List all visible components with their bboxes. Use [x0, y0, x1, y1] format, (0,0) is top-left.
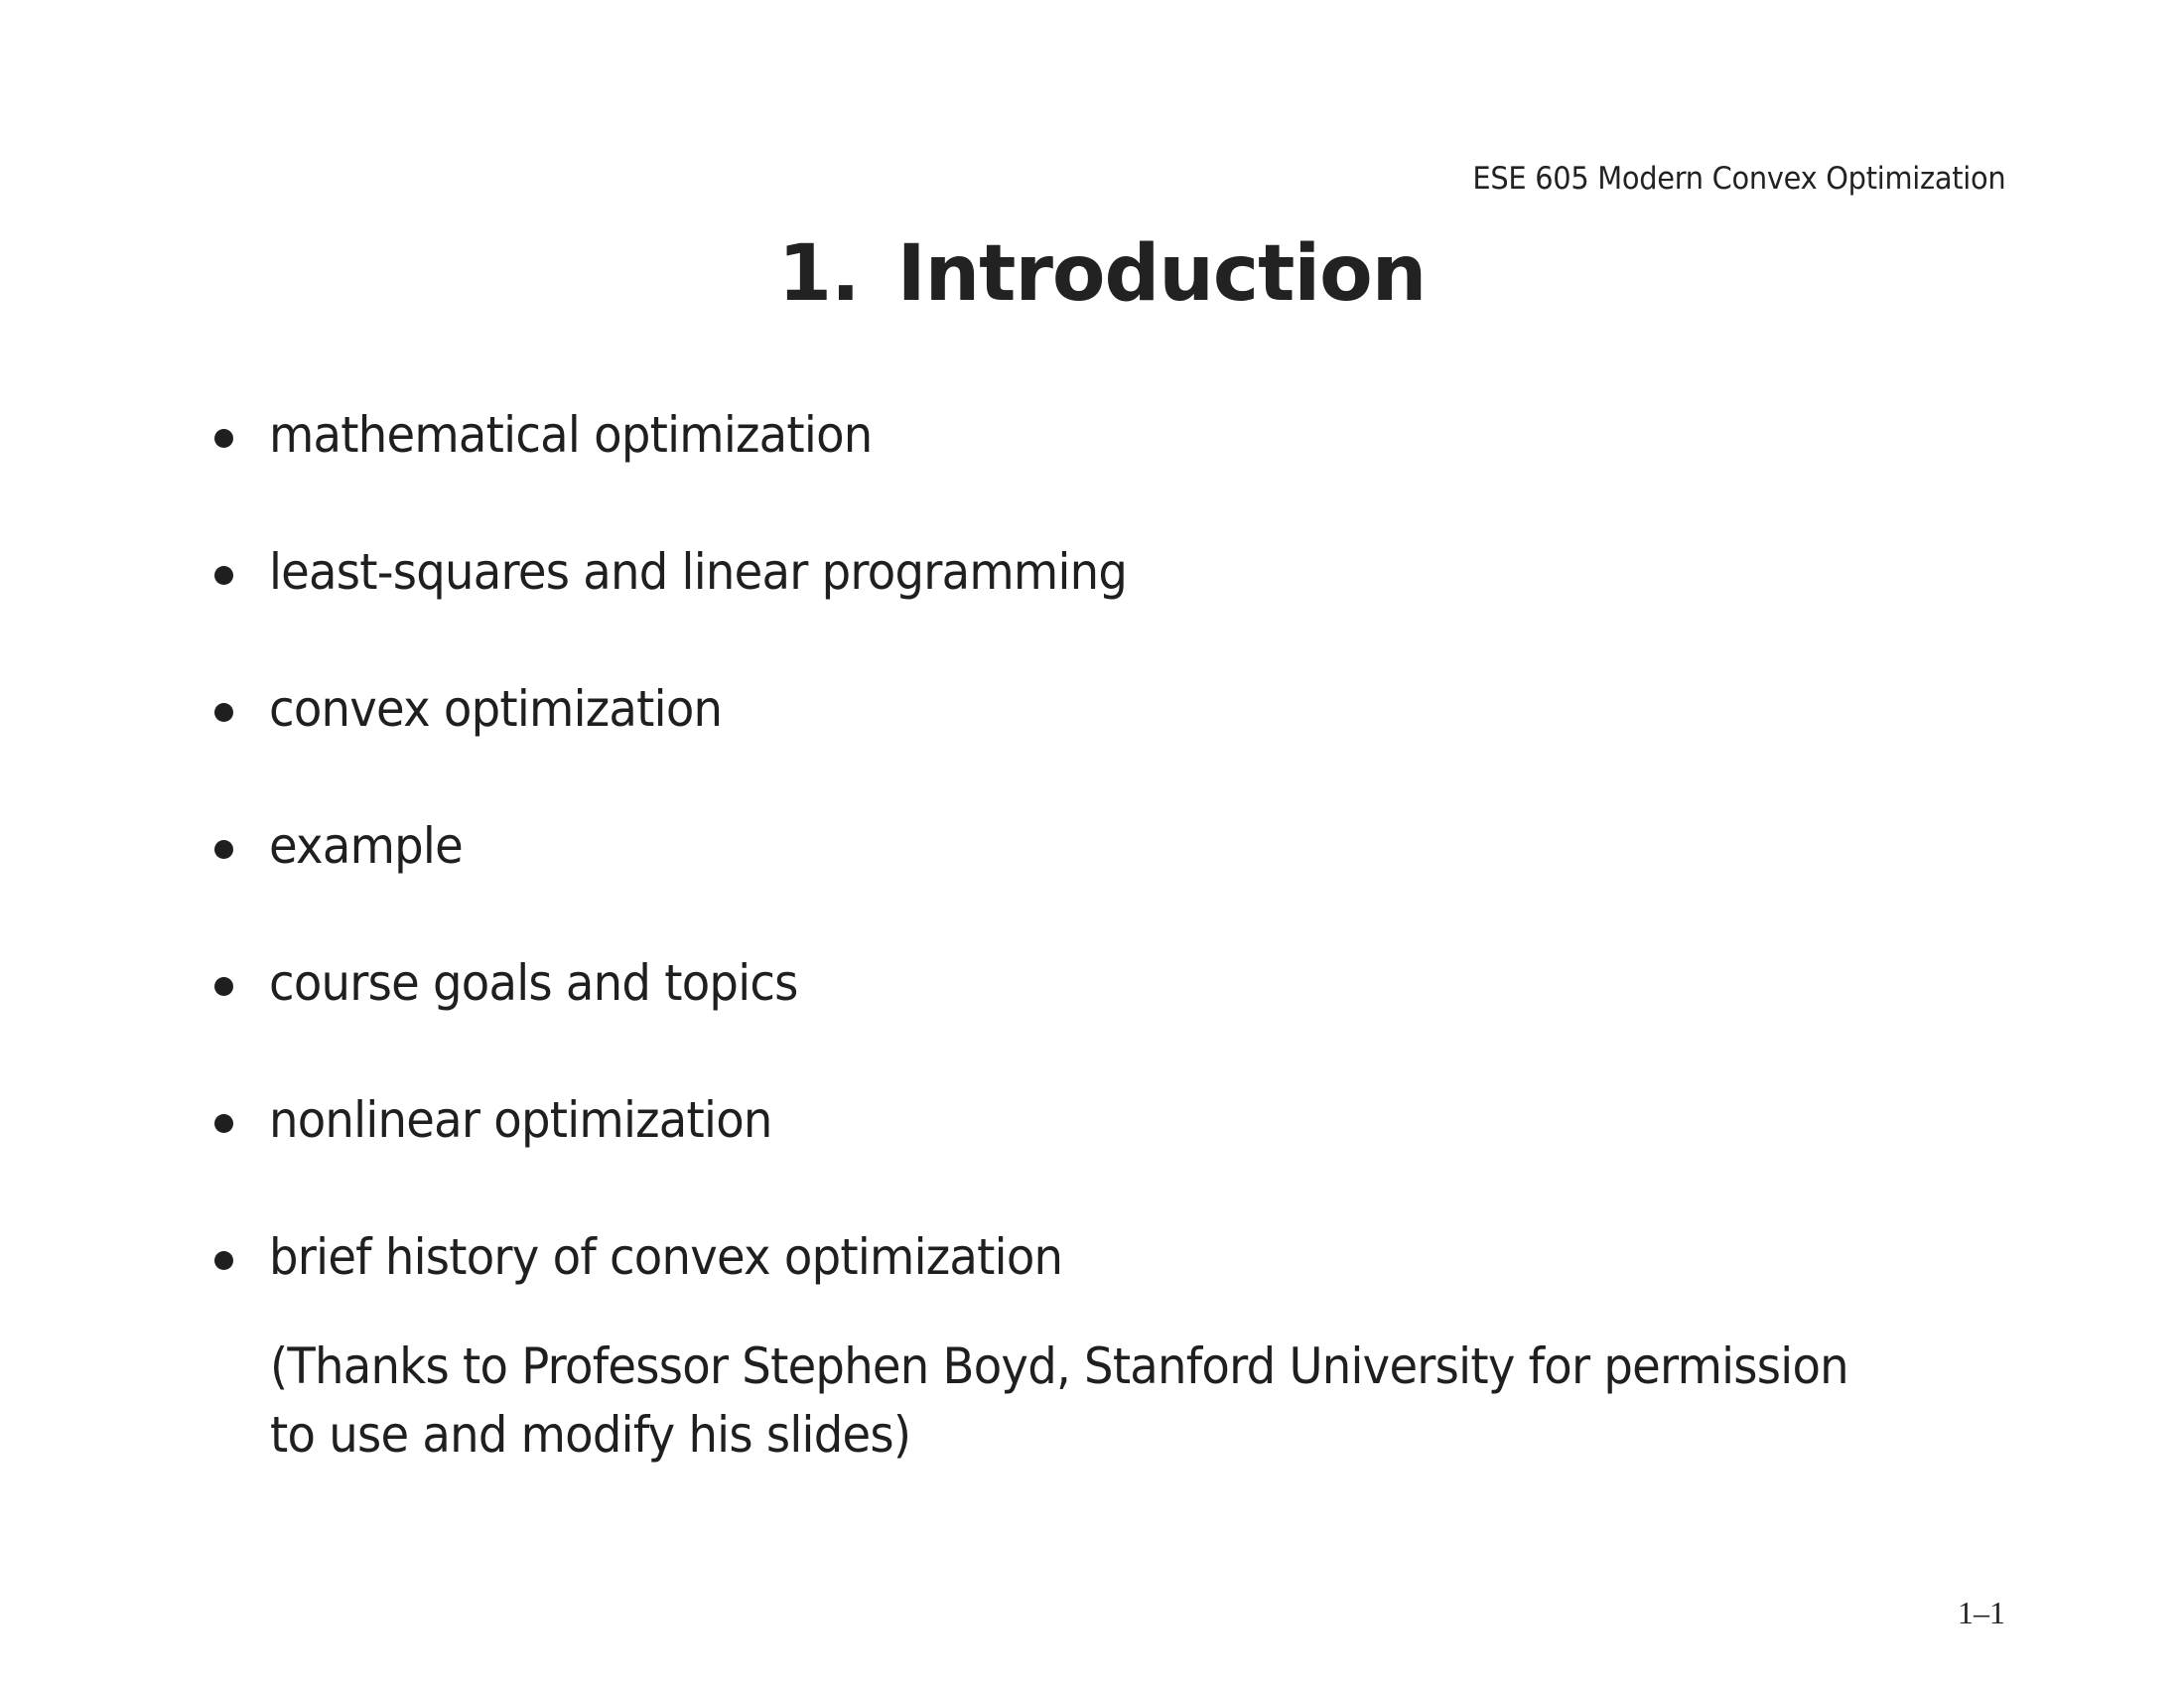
- bullet-text: example: [269, 817, 463, 875]
- bullet-item: [214, 1085, 810, 1155]
- bullet-icon: [214, 429, 233, 448]
- bullet-icon: [214, 1114, 233, 1133]
- bullet-icon: [214, 703, 233, 722]
- bullet-text: nonlinear optimization: [269, 1091, 772, 1149]
- bullet-item: [214, 674, 756, 744]
- bullet-item: [214, 948, 838, 1018]
- bullet-item: [214, 811, 478, 881]
- bullet-item: [214, 537, 1191, 607]
- section-number: 1.: [777, 229, 860, 319]
- bullet-text: convex optimization: [269, 680, 723, 738]
- bullet-icon: [214, 566, 233, 585]
- section-title-text: Introduction: [896, 229, 1427, 319]
- bullet-text: brief history of convex optimization: [269, 1228, 1063, 1286]
- page-number: 1–1: [1958, 1595, 2005, 1630]
- bullet-item: [214, 1222, 1122, 1292]
- course-header: ESE 605 Modern Convex Optimization: [1472, 161, 2005, 197]
- bullet-icon: [214, 840, 233, 859]
- bullet-text: least-squares and linear programming: [269, 543, 1128, 601]
- acknowledgement-line-1: (Thanks to Professor Stephen Boyd, Stanford University for permission: [270, 1337, 1848, 1395]
- acknowledgement-note: [270, 1333, 1932, 1470]
- bullet-icon: [214, 977, 233, 996]
- acknowledgement-line-2: to use and modify his slides): [270, 1406, 911, 1464]
- bullet-text: mathematical optimization: [269, 406, 873, 464]
- bullet-item: [214, 400, 917, 470]
- slide-title: [0, 226, 2184, 322]
- bullet-icon: [214, 1251, 233, 1270]
- bullet-text: course goals and topics: [269, 954, 798, 1012]
